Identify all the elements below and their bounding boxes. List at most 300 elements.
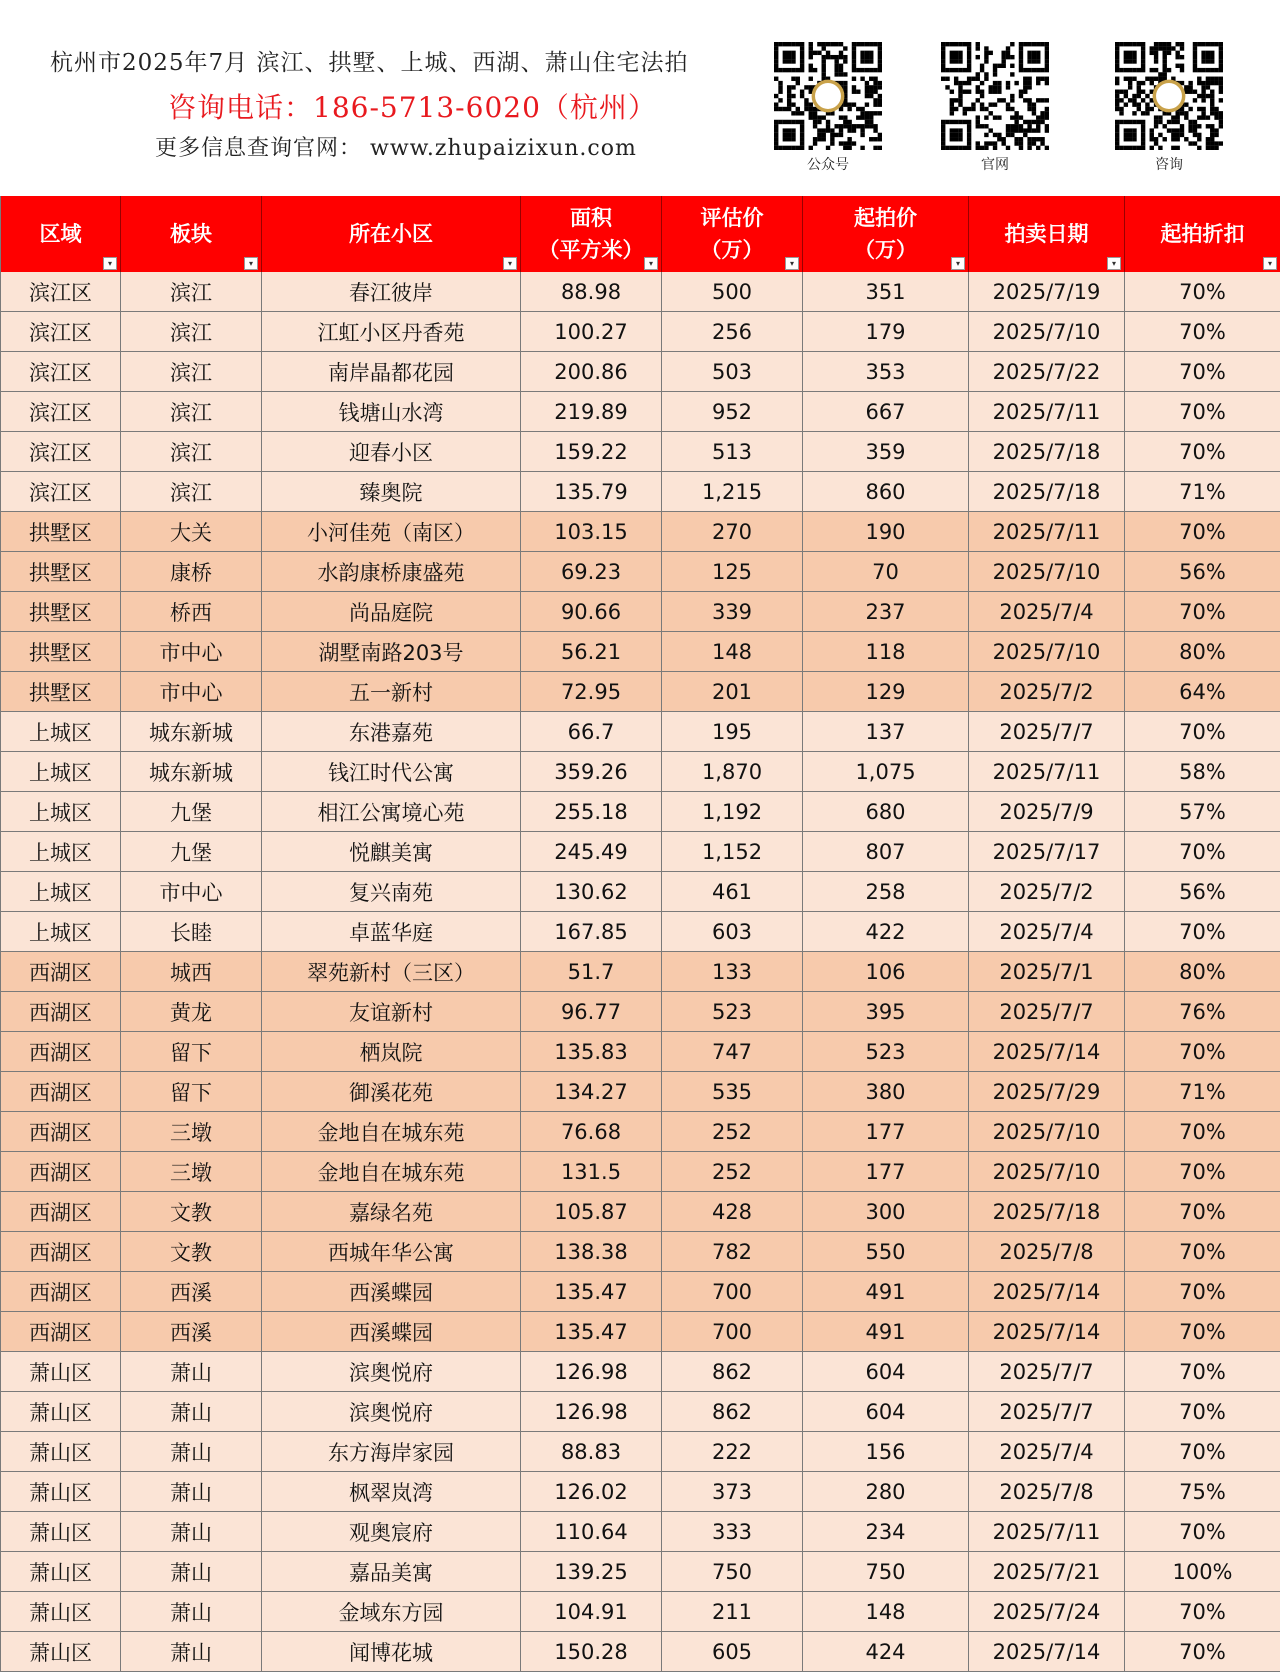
column-header-label: 评估价	[662, 202, 802, 234]
discount-cell: 80%	[1125, 952, 1280, 992]
discount-cell: 70%	[1125, 1032, 1280, 1072]
auction-date-cell: 2025/7/18	[969, 472, 1125, 512]
discount-cell: 70%	[1125, 1632, 1280, 1672]
district-cell: 萧山区	[1, 1632, 121, 1672]
appraisal-cell: 1,870	[662, 752, 803, 792]
discount-cell: 71%	[1125, 472, 1280, 512]
block-cell: 滨江	[121, 352, 262, 392]
block-cell: 留下	[121, 1072, 262, 1112]
district-cell: 西湖区	[1, 1152, 121, 1192]
community-cell: 嘉绿名苑	[262, 1192, 521, 1232]
filter-dropdown-icon[interactable]: ▾	[103, 257, 117, 270]
auction-date-cell: 2025/7/4	[969, 912, 1125, 952]
discount-cell: 57%	[1125, 792, 1280, 832]
block-cell: 萧山	[121, 1632, 262, 1672]
auction-date-cell: 2025/7/4	[969, 592, 1125, 632]
appraisal-cell: 605	[662, 1632, 803, 1672]
discount-cell: 70%	[1125, 1392, 1280, 1432]
column-header	[662, 196, 803, 272]
community-cell: 西溪蝶园	[262, 1272, 521, 1312]
block-cell: 九堡	[121, 792, 262, 832]
appraisal-cell: 373	[662, 1472, 803, 1512]
district-cell: 拱墅区	[1, 672, 121, 712]
block-cell: 萧山	[121, 1472, 262, 1512]
consult-phone: 咨询电话：186-5713-6020（杭州）	[168, 86, 657, 126]
column-header-label: 区域	[1, 218, 120, 250]
area-cell: 159.22	[521, 432, 662, 472]
start-price-cell: 680	[803, 792, 969, 832]
appraisal-cell: 500	[662, 272, 803, 312]
block-cell: 萧山	[121, 1592, 262, 1632]
community-cell: 复兴南苑	[262, 872, 521, 912]
appraisal-cell: 700	[662, 1312, 803, 1352]
block-cell: 萧山	[121, 1552, 262, 1592]
auction-date-cell: 2025/7/4	[969, 1432, 1125, 1472]
community-cell: 栖岚院	[262, 1032, 521, 1072]
appraisal-cell: 535	[662, 1072, 803, 1112]
auction-date-cell: 2025/7/7	[969, 992, 1125, 1032]
discount-cell: 70%	[1125, 272, 1280, 312]
table-row	[1, 1232, 1280, 1272]
area-cell: 150.28	[521, 1632, 662, 1672]
district-cell: 西湖区	[1, 1072, 121, 1112]
column-header	[1, 196, 121, 272]
block-cell: 九堡	[121, 832, 262, 872]
start-price-cell: 137	[803, 712, 969, 752]
area-cell: 88.98	[521, 272, 662, 312]
block-cell: 市中心	[121, 632, 262, 672]
discount-cell: 71%	[1125, 1072, 1280, 1112]
block-cell: 萧山	[121, 1512, 262, 1552]
appraisal-cell: 1,192	[662, 792, 803, 832]
community-cell: 尚品庭院	[262, 592, 521, 632]
column-header-label: 面积	[521, 202, 661, 234]
column-header-label: 拍卖日期	[969, 218, 1124, 250]
auction-date-cell: 2025/7/8	[969, 1232, 1125, 1272]
block-cell: 桥西	[121, 592, 262, 632]
start-price-cell: 359	[803, 432, 969, 472]
appraisal-cell: 270	[662, 512, 803, 552]
filter-dropdown-icon[interactable]: ▾	[244, 257, 258, 270]
block-cell: 三墩	[121, 1152, 262, 1192]
start-price-cell: 156	[803, 1432, 969, 1472]
area-cell: 138.38	[521, 1232, 662, 1272]
table-row	[1, 632, 1280, 672]
start-price-cell: 604	[803, 1392, 969, 1432]
block-cell: 城东新城	[121, 712, 262, 752]
area-cell: 134.27	[521, 1072, 662, 1112]
table-row	[1, 1552, 1280, 1592]
table-row	[1, 1032, 1280, 1072]
auction-date-cell: 2025/7/11	[969, 512, 1125, 552]
appraisal-cell: 148	[662, 632, 803, 672]
auction-date-cell: 2025/7/14	[969, 1312, 1125, 1352]
column-header	[969, 196, 1125, 272]
start-price-cell: 353	[803, 352, 969, 392]
appraisal-cell: 513	[662, 432, 803, 472]
discount-cell: 70%	[1125, 1112, 1280, 1152]
block-cell: 滨江	[121, 392, 262, 432]
appraisal-cell: 503	[662, 352, 803, 392]
appraisal-cell: 252	[662, 1112, 803, 1152]
table-row	[1, 512, 1280, 552]
auction-date-cell: 2025/7/8	[969, 1472, 1125, 1512]
discount-cell: 70%	[1125, 432, 1280, 472]
community-cell: 钱塘山水湾	[262, 392, 521, 432]
block-cell: 三墩	[121, 1112, 262, 1152]
area-cell: 255.18	[521, 792, 662, 832]
area-cell: 126.98	[521, 1392, 662, 1432]
area-cell: 100.27	[521, 312, 662, 352]
table-row	[1, 952, 1280, 992]
start-price-cell: 258	[803, 872, 969, 912]
column-header	[1125, 196, 1280, 272]
table-row	[1, 712, 1280, 752]
block-cell: 长睦	[121, 912, 262, 952]
column-header-label: 起拍折扣	[1125, 218, 1280, 250]
appraisal-cell: 952	[662, 392, 803, 432]
start-price-cell: 300	[803, 1192, 969, 1232]
appraisal-cell: 195	[662, 712, 803, 752]
community-cell: 金域东方园	[262, 1592, 521, 1632]
table-body	[1, 272, 1280, 1672]
community-cell: 东港嘉苑	[262, 712, 521, 752]
table-row	[1, 872, 1280, 912]
appraisal-cell: 700	[662, 1272, 803, 1312]
qr-caption: 公众号	[773, 154, 883, 174]
column-header-label: 板块	[121, 218, 261, 250]
table-row	[1, 432, 1280, 472]
district-cell: 滨江区	[1, 272, 121, 312]
start-price-cell: 280	[803, 1472, 969, 1512]
block-cell: 滨江	[121, 432, 262, 472]
area-cell: 139.25	[521, 1552, 662, 1592]
district-cell: 萧山区	[1, 1552, 121, 1592]
start-price-cell: 395	[803, 992, 969, 1032]
table-row	[1, 312, 1280, 352]
auction-date-cell: 2025/7/11	[969, 752, 1125, 792]
auction-date-cell: 2025/7/29	[969, 1072, 1125, 1112]
auction-date-cell: 2025/7/22	[969, 352, 1125, 392]
discount-cell: 58%	[1125, 752, 1280, 792]
discount-cell: 80%	[1125, 632, 1280, 672]
area-cell: 135.83	[521, 1032, 662, 1072]
community-cell: 江虹小区丹香苑	[262, 312, 521, 352]
filter-dropdown-icon[interactable]: ▾	[503, 257, 517, 270]
district-cell: 萧山区	[1, 1352, 121, 1392]
area-cell: 167.85	[521, 912, 662, 952]
auction-date-cell: 2025/7/2	[969, 672, 1125, 712]
district-cell: 滨江区	[1, 352, 121, 392]
district-cell: 拱墅区	[1, 552, 121, 592]
district-cell: 上城区	[1, 872, 121, 912]
discount-cell: 70%	[1125, 1192, 1280, 1232]
start-price-cell: 667	[803, 392, 969, 432]
district-cell: 滨江区	[1, 432, 121, 472]
appraisal-cell: 333	[662, 1512, 803, 1552]
start-price-cell: 380	[803, 1072, 969, 1112]
district-cell: 西湖区	[1, 1312, 121, 1352]
district-cell: 滨江区	[1, 392, 121, 432]
area-cell: 56.21	[521, 632, 662, 672]
district-cell: 西湖区	[1, 1032, 121, 1072]
start-price-cell: 234	[803, 1512, 969, 1552]
community-cell: 相江公寓境心苑	[262, 792, 521, 832]
area-cell: 104.91	[521, 1592, 662, 1632]
table-row	[1, 832, 1280, 872]
block-cell: 市中心	[121, 672, 262, 712]
table-row	[1, 1352, 1280, 1392]
area-cell: 76.68	[521, 1112, 662, 1152]
appraisal-cell: 862	[662, 1352, 803, 1392]
auction-date-cell: 2025/7/18	[969, 1192, 1125, 1232]
appraisal-cell: 1,152	[662, 832, 803, 872]
qr-code-block	[773, 42, 883, 174]
community-cell: 南岸晶都花园	[262, 352, 521, 392]
community-cell: 闻博花城	[262, 1632, 521, 1672]
column-header	[803, 196, 969, 272]
table-row	[1, 1072, 1280, 1112]
area-cell: 359.26	[521, 752, 662, 792]
column-header-unit: （万）	[803, 234, 968, 266]
appraisal-cell: 461	[662, 872, 803, 912]
community-cell: 滨奥悦府	[262, 1392, 521, 1432]
block-cell: 萧山	[121, 1432, 262, 1472]
auction-date-cell: 2025/7/10	[969, 1152, 1125, 1192]
appraisal-cell: 428	[662, 1192, 803, 1232]
block-cell: 康桥	[121, 552, 262, 592]
auction-table	[0, 196, 1280, 1672]
district-cell: 拱墅区	[1, 592, 121, 632]
community-cell: 金地自在城东苑	[262, 1112, 521, 1152]
district-cell: 西湖区	[1, 952, 121, 992]
start-price-cell: 860	[803, 472, 969, 512]
auction-date-cell: 2025/7/19	[969, 272, 1125, 312]
block-cell: 大关	[121, 512, 262, 552]
discount-cell: 70%	[1125, 392, 1280, 432]
qr-code-wechat-icon	[774, 42, 882, 150]
appraisal-cell: 1,215	[662, 472, 803, 512]
appraisal-cell: 125	[662, 552, 803, 592]
community-cell: 观奥宸府	[262, 1512, 521, 1552]
page-title: 杭州市2025年7月 滨江、拱墅、上城、西湖、萧山住宅法拍	[50, 44, 688, 77]
community-cell: 友谊新村	[262, 992, 521, 1032]
block-cell: 滨江	[121, 272, 262, 312]
table-row	[1, 1472, 1280, 1512]
start-price-cell: 106	[803, 952, 969, 992]
qr-caption: 官网	[940, 154, 1050, 174]
discount-cell: 70%	[1125, 1352, 1280, 1392]
discount-cell: 70%	[1125, 592, 1280, 632]
appraisal-cell: 256	[662, 312, 803, 352]
filter-dropdown-icon[interactable]: ▾	[951, 257, 965, 270]
area-cell: 51.7	[521, 952, 662, 992]
community-cell: 枫翠岚湾	[262, 1472, 521, 1512]
block-cell: 市中心	[121, 872, 262, 912]
district-cell: 西湖区	[1, 992, 121, 1032]
discount-cell: 70%	[1125, 1312, 1280, 1352]
table-header-row	[1, 196, 1280, 272]
block-cell: 留下	[121, 1032, 262, 1072]
start-price-cell: 118	[803, 632, 969, 672]
community-cell: 滨奥悦府	[262, 1352, 521, 1392]
appraisal-cell: 339	[662, 592, 803, 632]
discount-cell: 70%	[1125, 352, 1280, 392]
area-cell: 219.89	[521, 392, 662, 432]
district-cell: 西湖区	[1, 1192, 121, 1232]
appraisal-cell: 747	[662, 1032, 803, 1072]
appraisal-cell: 133	[662, 952, 803, 992]
auction-date-cell: 2025/7/10	[969, 1112, 1125, 1152]
website-info: 更多信息查询官网： www.zhupaizixun.com	[155, 131, 637, 162]
community-cell: 御溪花苑	[262, 1072, 521, 1112]
table-row	[1, 1272, 1280, 1312]
block-cell: 城东新城	[121, 752, 262, 792]
community-cell: 小河佳苑（南区）	[262, 512, 521, 552]
column-header-label: 起拍价	[803, 202, 968, 234]
discount-cell: 56%	[1125, 872, 1280, 912]
district-cell: 萧山区	[1, 1392, 121, 1432]
start-price-cell: 177	[803, 1112, 969, 1152]
area-cell: 96.77	[521, 992, 662, 1032]
auction-date-cell: 2025/7/11	[969, 1512, 1125, 1552]
area-cell: 72.95	[521, 672, 662, 712]
column-header	[521, 196, 662, 272]
block-cell: 文教	[121, 1192, 262, 1232]
district-cell: 拱墅区	[1, 512, 121, 552]
table-row	[1, 1592, 1280, 1632]
discount-cell: 70%	[1125, 1592, 1280, 1632]
community-cell: 翠苑新村（三区）	[262, 952, 521, 992]
community-cell: 水韵康桥康盛苑	[262, 552, 521, 592]
district-cell: 西湖区	[1, 1112, 121, 1152]
area-cell: 200.86	[521, 352, 662, 392]
table-row	[1, 672, 1280, 712]
qr-code-block	[1114, 42, 1224, 174]
area-cell: 66.7	[521, 712, 662, 752]
community-cell: 东方海岸家园	[262, 1432, 521, 1472]
table-row	[1, 592, 1280, 632]
start-price-cell: 70	[803, 552, 969, 592]
block-cell: 萧山	[121, 1352, 262, 1392]
appraisal-cell: 603	[662, 912, 803, 952]
filter-dropdown-icon[interactable]: ▾	[644, 257, 658, 270]
discount-cell: 76%	[1125, 992, 1280, 1032]
community-cell: 悦麒美寓	[262, 832, 521, 872]
column-header-unit: （平方米）	[521, 234, 661, 266]
start-price-cell: 179	[803, 312, 969, 352]
auction-date-cell: 2025/7/9	[969, 792, 1125, 832]
table-row	[1, 792, 1280, 832]
table-row	[1, 752, 1280, 792]
start-price-cell: 190	[803, 512, 969, 552]
table-row	[1, 1312, 1280, 1352]
discount-cell: 56%	[1125, 552, 1280, 592]
area-cell: 110.64	[521, 1512, 662, 1552]
appraisal-cell: 750	[662, 1552, 803, 1592]
block-cell: 黄龙	[121, 992, 262, 1032]
table-row	[1, 1112, 1280, 1152]
table-row	[1, 992, 1280, 1032]
auction-date-cell: 2025/7/24	[969, 1592, 1125, 1632]
filter-dropdown-icon[interactable]: ▾	[1107, 257, 1121, 270]
auction-date-cell: 2025/7/1	[969, 952, 1125, 992]
auction-date-cell: 2025/7/11	[969, 392, 1125, 432]
district-cell: 萧山区	[1, 1432, 121, 1472]
area-cell: 126.02	[521, 1472, 662, 1512]
area-cell: 90.66	[521, 592, 662, 632]
discount-cell: 70%	[1125, 312, 1280, 352]
start-price-cell: 351	[803, 272, 969, 312]
community-cell: 迎春小区	[262, 432, 521, 472]
auction-date-cell: 2025/7/14	[969, 1272, 1125, 1312]
area-cell: 245.49	[521, 832, 662, 872]
district-cell: 萧山区	[1, 1472, 121, 1512]
auction-date-cell: 2025/7/14	[969, 1032, 1125, 1072]
block-cell: 滨江	[121, 472, 262, 512]
discount-cell: 70%	[1125, 712, 1280, 752]
district-cell: 上城区	[1, 752, 121, 792]
community-cell: 臻奥院	[262, 472, 521, 512]
start-price-cell: 177	[803, 1152, 969, 1192]
auction-date-cell: 2025/7/10	[969, 312, 1125, 352]
community-cell: 西溪蝶园	[262, 1312, 521, 1352]
qr-caption: 咨询	[1114, 154, 1224, 174]
table-row	[1, 1192, 1280, 1232]
column-header-label: 所在小区	[262, 218, 520, 250]
area-cell: 126.98	[521, 1352, 662, 1392]
area-cell: 135.47	[521, 1272, 662, 1312]
discount-cell: 100%	[1125, 1552, 1280, 1592]
filter-dropdown-icon[interactable]: ▾	[1263, 257, 1277, 270]
block-cell: 滨江	[121, 312, 262, 352]
column-header-unit: （万）	[662, 234, 802, 266]
block-cell: 文教	[121, 1232, 262, 1272]
appraisal-cell: 862	[662, 1392, 803, 1432]
district-cell: 上城区	[1, 912, 121, 952]
auction-date-cell: 2025/7/18	[969, 432, 1125, 472]
area-cell: 135.47	[521, 1312, 662, 1352]
community-cell: 五一新村	[262, 672, 521, 712]
page-header	[0, 0, 1280, 196]
district-cell: 上城区	[1, 792, 121, 832]
district-cell: 拱墅区	[1, 632, 121, 672]
start-price-cell: 1,075	[803, 752, 969, 792]
discount-cell: 70%	[1125, 912, 1280, 952]
qr-code-website-icon	[941, 42, 1049, 150]
district-cell: 西湖区	[1, 1272, 121, 1312]
auction-date-cell: 2025/7/7	[969, 712, 1125, 752]
discount-cell: 75%	[1125, 1472, 1280, 1512]
filter-dropdown-icon[interactable]: ▾	[785, 257, 799, 270]
start-price-cell: 129	[803, 672, 969, 712]
community-cell: 卓蓝华庭	[262, 912, 521, 952]
district-cell: 西湖区	[1, 1232, 121, 1272]
auction-date-cell: 2025/7/10	[969, 632, 1125, 672]
auction-date-cell: 2025/7/21	[969, 1552, 1125, 1592]
start-price-cell: 604	[803, 1352, 969, 1392]
discount-cell: 70%	[1125, 1512, 1280, 1552]
start-price-cell: 491	[803, 1272, 969, 1312]
area-cell: 88.83	[521, 1432, 662, 1472]
discount-cell: 64%	[1125, 672, 1280, 712]
table-row	[1, 352, 1280, 392]
table-row	[1, 1632, 1280, 1672]
table-row	[1, 1432, 1280, 1472]
block-cell: 萧山	[121, 1392, 262, 1432]
table-row	[1, 392, 1280, 432]
start-price-cell: 237	[803, 592, 969, 632]
